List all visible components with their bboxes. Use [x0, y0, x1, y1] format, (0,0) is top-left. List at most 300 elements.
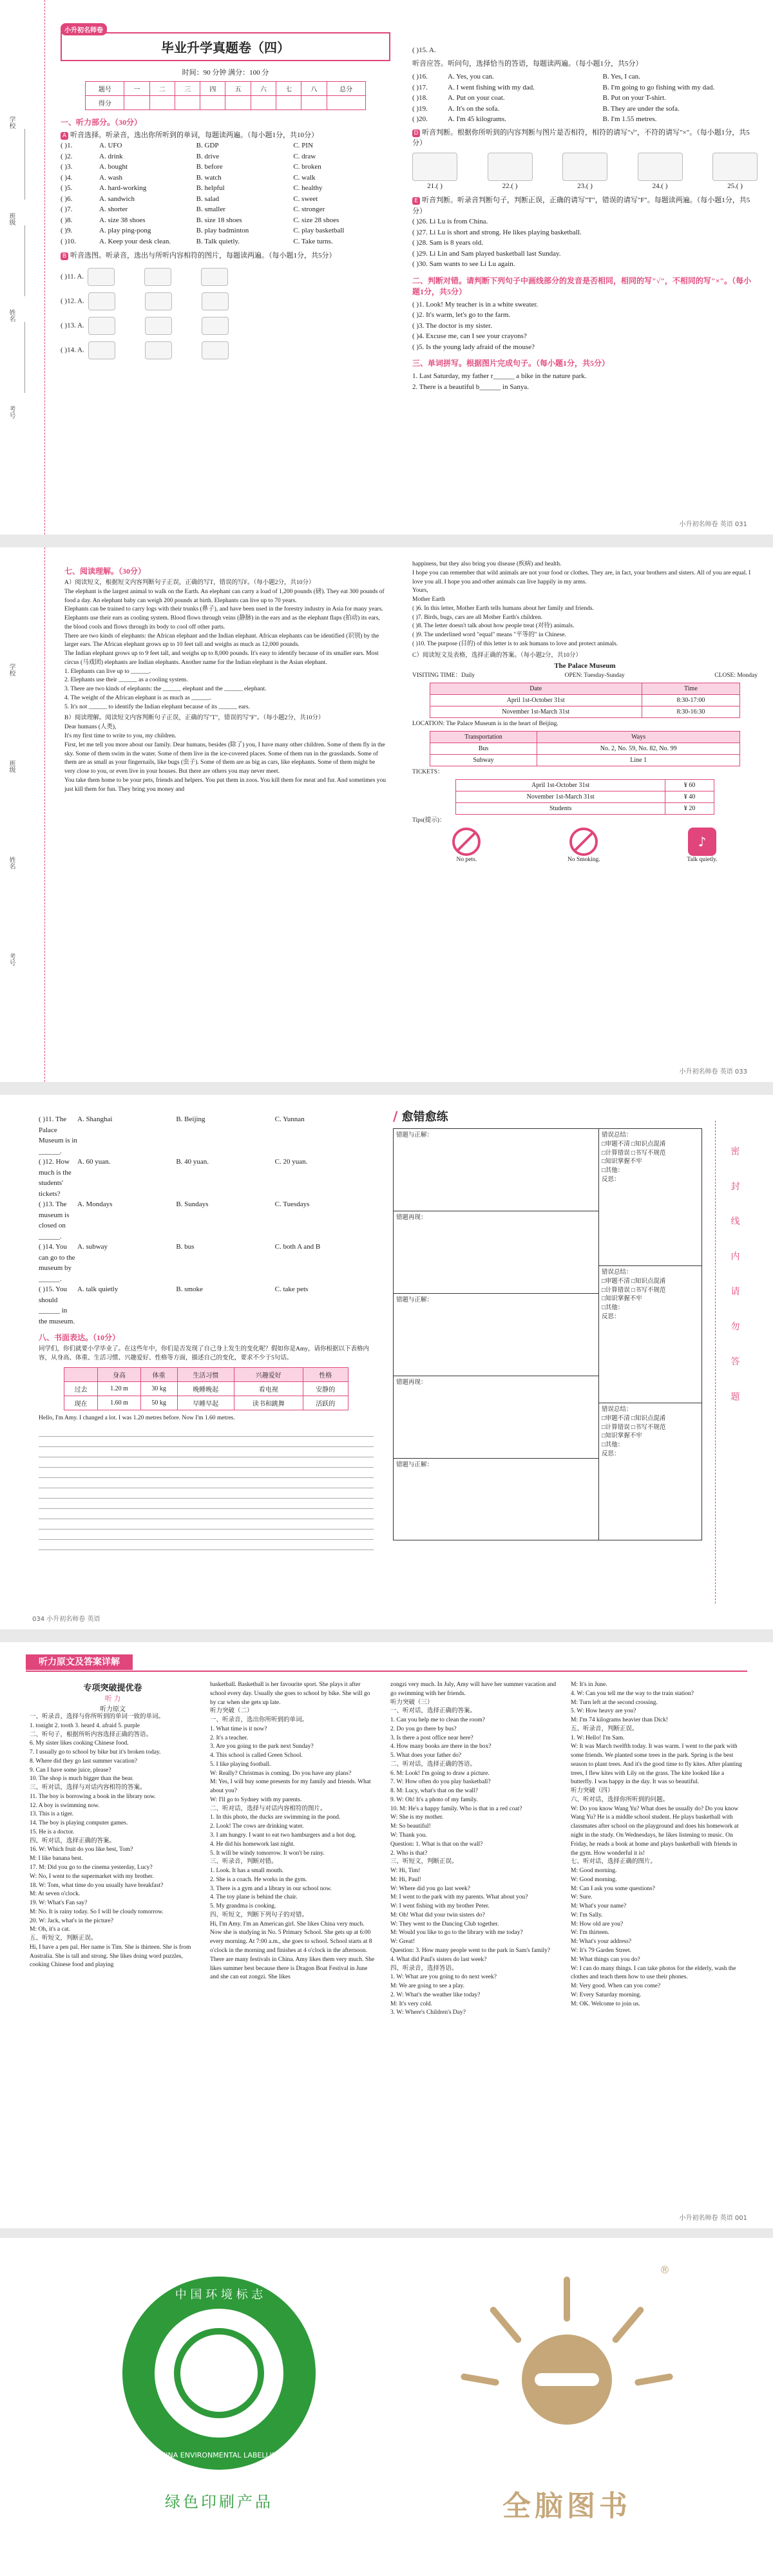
- answer-line: M: What things can you do?: [571, 1956, 640, 1963]
- passage-paragraph: You take them home to be your pets, friends and helpers. You put them in zoos. You kill them for meat and fur. And sometimes you just kill them for fun. They bring you money and: [64, 777, 386, 793]
- score-header-cell: 七: [276, 81, 301, 95]
- brand-caption: 全脑图书: [502, 2490, 631, 2523]
- eco-label-logo: [122, 2277, 316, 2470]
- judge-picture: [562, 153, 607, 192]
- mc-question-option-c: C. 20 yuan.: [274, 1158, 308, 1166]
- answer-line: W: Great!: [390, 1938, 415, 1946]
- listening-item-option-b: B. play badminton: [196, 227, 249, 234]
- score-header-cell: 四: [200, 81, 225, 95]
- tip-talk-quietly: ♪ Talk quietly.: [687, 828, 717, 865]
- answer-line: M: It's in June.: [571, 1681, 607, 1688]
- change-table-cell: 早睡早起: [177, 1396, 234, 1410]
- binder-label: 班级: [8, 213, 15, 225]
- answer-line: 三、听录音，判断对错。: [210, 1859, 278, 1866]
- transport-table-cell: Line 1: [537, 754, 740, 766]
- reply-item: [412, 71, 758, 82]
- picture-option-image: [88, 292, 115, 310]
- change-table-cell: 现在: [64, 1396, 98, 1410]
- listening-item-number: ( )3.: [61, 163, 73, 171]
- err-summary-line: □计算错误 □书写不规范: [602, 1287, 666, 1294]
- score-cell: [276, 95, 301, 109]
- picture-option-image: [202, 317, 229, 335]
- err-summary-line: □其他：: [602, 1168, 624, 1175]
- answer-line: W: Really? Christmas is coming. Do you have any plans?: [210, 1770, 352, 1777]
- error-practice-box: [393, 1128, 702, 1540]
- reading-question: 4. The weight of the African elephant is as much as ______.: [64, 694, 212, 701]
- answer-line: 2. Look! The cows are drinking water.: [210, 1823, 304, 1830]
- answer-line: 3. I am hungry. I want to eat two hamburgers and a hot dog.: [210, 1832, 357, 1839]
- answer-line: 1. W: Hello! I'm Sam.: [571, 1734, 625, 1741]
- section-1-part1: A 听音选择。听录音，选出你所听到的单词，每题读两遍。（每小题1分，共10分）: [61, 130, 390, 141]
- err-summary-line: 错误总结：: [602, 1132, 633, 1139]
- reading-a-passage: [64, 588, 386, 668]
- passage-paragraph: It's my first time to write to you, my children.: [64, 733, 177, 740]
- transport-table-header: Transportation: [430, 731, 537, 743]
- reply-item: [412, 114, 758, 125]
- answer-line: 5. W: How heavy are you?: [571, 1708, 636, 1715]
- judge-picture-image: [488, 153, 533, 181]
- pronunciation-item: ( )2. It's warm, let's go to the farm.: [412, 311, 511, 319]
- err-summary-line: □审题不清 □知识点混淆: [602, 1141, 666, 1148]
- err-summary-line: 反思：: [602, 1450, 620, 1457]
- writing-line: [39, 1499, 374, 1509]
- listening-item-number: ( )2.: [61, 152, 73, 160]
- answer-line: 四、听录音，选择答语。: [390, 1965, 458, 1972]
- change-table-cell: 过去: [64, 1381, 98, 1396]
- time-table-cell: 8:30-17:00: [642, 695, 740, 706]
- answer-line: 17. M: Did you go to the cinema yesterday, Lucy?: [30, 1864, 153, 1871]
- change-table: [64, 1367, 348, 1410]
- no-smoking-icon: [569, 828, 598, 856]
- listening-item-option-a: A. Keep your desk clean.: [99, 237, 171, 245]
- judge-picture-row: [412, 153, 758, 192]
- pronunciation-item: ( )5. Is the young lady afraid of the mouse?: [412, 343, 535, 351]
- score-cell: [327, 95, 365, 109]
- answer-line: 4. W: Can you tell me the way to the train station?: [571, 1690, 694, 1697]
- reply-number: ( )19.: [412, 104, 428, 113]
- listening-item: [61, 183, 390, 194]
- change-table-cell: 50 kg: [140, 1396, 177, 1410]
- answer-line: M: Good morning.: [571, 1868, 617, 1875]
- mc-question: [39, 1284, 374, 1327]
- pronunciation-item: ( )4. Excuse me, can I see your crayons?: [412, 332, 527, 340]
- answer-line: M: Oh! What did your twin sisters do?: [390, 1911, 485, 1918]
- registered-mark: ®: [660, 2264, 670, 2276]
- answer-line: Hi, I'm Amy. I'm an American girl. She likes China very much. Now she is studying in No. 5 Primary School. She gets up at 6:00 every morning. At 7:00 a.m., she goes to school. School starts at 8 o'clock in the morning and finishes at 4 o'clock in the afternoon. There are many festivals in China. Amy likes them very much. She likes summer best because there is Dragon Boat Festival in June and she can eat zongzi. She likes: [210, 1920, 375, 1981]
- err-summary-line: 反思：: [602, 1176, 620, 1183]
- listening-item-option-c: C. healthy: [293, 184, 323, 192]
- change-table-cell: 活跃的: [303, 1396, 348, 1410]
- listening-item-option-c: C. PIN: [293, 142, 313, 149]
- section-2-title: 二、判断对错。请判断下列句子中画线部分的发音是否相同，相同的写"√"，不相同的写"×"。（每小题1分，共5分）: [412, 276, 752, 296]
- writing-lines: [39, 1426, 374, 1550]
- reply-item: ( )15. A.: [412, 46, 436, 54]
- time-table-row: [430, 706, 740, 718]
- picture-option-image: [88, 317, 115, 335]
- answer-line: 1. Can you help me to clean the room?: [390, 1717, 485, 1724]
- exam-page-1: [0, 0, 773, 535]
- mc-question: [39, 1242, 374, 1284]
- reading-b-passage: [64, 723, 386, 794]
- time-table-header: Date: [430, 683, 642, 695]
- answer-line: 5. What does your father do?: [390, 1752, 462, 1759]
- reply-option-a: A. I went fishing with my dad.: [448, 83, 535, 91]
- judge-picture-image: [712, 153, 758, 181]
- answer-line: W: I'm Sally.: [571, 1911, 603, 1918]
- brand-logo: [464, 2264, 670, 2470]
- writing-start: Hello, I'm Amy. I changed a lot. I was 1.20 metres before. Now I'm 1.60 metres.: [39, 1414, 235, 1421]
- score-table: [85, 81, 365, 110]
- listening-item-number: ( )5.: [61, 184, 73, 192]
- answer-line: W: Where did you go last week?: [390, 1885, 470, 1892]
- mc-question-option-a: A. Mondays: [77, 1200, 113, 1208]
- answer-line: 9. W: Oh! It's a photo of my family.: [390, 1796, 478, 1803]
- answers-header: 听力原文及答案详解: [26, 1654, 133, 1670]
- listening-item-number: ( )4.: [61, 173, 73, 182]
- exam-title-box: [61, 27, 390, 61]
- picture-item-label: ( )13. A.: [61, 321, 84, 330]
- writing-line: [39, 1509, 374, 1519]
- reading-a-head: A）阅读短文，根据短文内容判断句子正误，正确的写T，错误的写F。（每小题2分，共10分）: [64, 580, 315, 586]
- listening-item-option-b: B. smaller: [196, 205, 225, 213]
- passage-paragraph: Elephants use their ears as cooling system. Blood flows through veins (静脉) in the ears and as the elephant flaps (拍动) its ears, the blood cools and flows through its body to cool off other parts.: [64, 615, 380, 630]
- transport-table-header: Ways: [537, 731, 740, 743]
- change-table-header: 身高: [98, 1367, 140, 1381]
- judge-picture-image: [412, 153, 457, 181]
- exam-page-3: [0, 1095, 773, 1629]
- mc-question: [39, 1157, 374, 1199]
- judge-picture-label: 23.( ): [577, 182, 593, 190]
- reading-b-head: B）阅读理解。阅读短文内容判断句子正误，正确的写"T"，错误的写"F"。（每小题2分，共10分）: [64, 715, 325, 722]
- passage-paragraph: Mother Earth: [412, 596, 445, 603]
- answers-sub-title-2: 听力原文: [100, 1706, 126, 1713]
- err-summary-line: □计算错误 □书写不规范: [602, 1150, 666, 1157]
- answer-line: 5. I like playing football.: [210, 1761, 271, 1768]
- binder-margin: [0, 0, 45, 535]
- answer-line: Question: 1. What is that on the wall?: [390, 1841, 483, 1848]
- err-summary-line: □知识掌握不牢: [602, 1433, 642, 1440]
- visiting-line: VISITING TIME：Daily OPEN: Tuesday-Sunday CLOSE: Monday: [412, 672, 758, 679]
- location-line: LOCATION: The Palace Museum is in the heart of Beijing.: [412, 721, 558, 728]
- ticket-table-row: [456, 779, 714, 791]
- answer-line: 4. How many books are there in the box?: [390, 1743, 491, 1750]
- picture-option-image: [145, 292, 172, 310]
- picture-item: [61, 317, 390, 335]
- change-table-header: 兴趣爱好: [234, 1367, 303, 1381]
- answer-line: 2. Do you go there by bus?: [390, 1725, 457, 1732]
- mc-question: [39, 1114, 374, 1157]
- picture-item: [61, 268, 390, 286]
- answer-line: W: Good morning.: [571, 1876, 617, 1883]
- answer-line: 1. In this photo, the ducks are swimming in the pond.: [210, 1814, 341, 1821]
- listening-item-number: ( )7.: [61, 205, 73, 213]
- listening-item: [61, 225, 390, 236]
- listening-choice-list: [61, 140, 390, 247]
- err-left-label: 错题与正解：: [394, 1294, 598, 1376]
- answer-line: 14. The boy is playing computer games.: [30, 1820, 128, 1827]
- listening-item: [61, 236, 390, 247]
- mc-question-number: ( )13. The museum is closed on ______.: [39, 1200, 70, 1240]
- picture-option-image: [88, 341, 115, 359]
- answers-column-4: [571, 1681, 743, 2009]
- ticket-table-cell: ¥ 60: [665, 779, 714, 791]
- listening-item-option-a: A. shorter: [99, 205, 128, 213]
- pronunciation-item: ( )1. Look! My teacher is in a white sweater.: [412, 300, 539, 308]
- answer-line: 7. W: How often do you play basketball?: [390, 1779, 491, 1786]
- reading-question: 1. Elephants can live up to ______.: [64, 668, 151, 675]
- pronunciation-item: ( )3. The doctor is my sister.: [412, 321, 492, 330]
- listening-item: [61, 140, 390, 151]
- reply-option-b: B. I'm 1.55 metres.: [602, 115, 657, 123]
- listening-item-option-c: C. walk: [293, 173, 316, 182]
- answer-line: 8. Where did they go last summer vacation?: [30, 1757, 138, 1765]
- picture-option-image: [201, 268, 228, 286]
- reply-option-a: A. It's on the sofa.: [448, 104, 500, 113]
- change-table-header: 性格: [303, 1367, 348, 1381]
- answer-line: 2. It's a teacher.: [210, 1734, 248, 1741]
- answer-page: [0, 1642, 773, 2228]
- answer-line: 2. W: What's the weather like today?: [390, 1991, 481, 1998]
- answer-line: 一、听对话，选择正确的答案。: [390, 1708, 477, 1715]
- reading-c-head: C）阅读短文及表格，选择正确的答案。（每小题2分，共10分）: [412, 652, 582, 659]
- reading-a-questions: [64, 668, 386, 712]
- spelling-list: [412, 371, 758, 392]
- binder-label: 考号: [8, 953, 15, 966]
- answer-line: 3. Are you going to the park next Sunday?: [210, 1743, 314, 1750]
- section-7-title: 七、阅读理解。（30分）: [64, 567, 146, 576]
- transport-table-row: [430, 743, 740, 754]
- ticket-table-cell: ¥ 40: [665, 791, 714, 802]
- listening-item-option-c: C. broken: [293, 163, 321, 171]
- listening-item-option-a: A. drink: [99, 152, 123, 160]
- spelling-item: 2. There is a beautiful b______ in Sanya.: [412, 383, 529, 391]
- binder-label: 学校: [8, 663, 15, 676]
- mc-question-number: ( )12. How much is the students' tickets?: [39, 1158, 72, 1198]
- listening-item-option-c: C. draw: [293, 152, 316, 160]
- passage-paragraph: There are two kinds of elephants: the African elephant and the Indian elephant. African elephants can be identified (识别) by the larger ears. The African elephant grows up to 10 feet tall and weighs as much as 12,000 pounds.: [64, 632, 379, 649]
- museum-title: The Palace Museum: [554, 662, 616, 670]
- tf-item: ( )28. Sam is 8 years old.: [412, 239, 483, 247]
- reading-question: ( )6. In this letter, Mother Earth tells humans about her family and friends.: [412, 605, 594, 612]
- mc-question-option-c: C. Yunnan: [274, 1115, 305, 1123]
- tips-label: Tips(提示)：: [412, 817, 446, 824]
- mc-question-number: ( )14. You can go to the museum by ______.: [39, 1243, 75, 1283]
- reading-question: ( )9. The underlined word "equal" means "平等的" in Chinese.: [412, 632, 566, 639]
- judge-picture-image: [638, 153, 683, 181]
- tips-row: [412, 828, 758, 865]
- answer-line: W: No, I went to the supermarket with my brother.: [30, 1873, 154, 1880]
- mc-question-option-b: B. 40 yuan.: [176, 1158, 209, 1166]
- answer-line: 12. A boy is swimming now.: [30, 1802, 100, 1809]
- answer-line: W: Thank you.: [390, 1832, 427, 1839]
- judge-picture-image: [562, 153, 607, 181]
- mc-question-option-a: A. Shanghai: [77, 1115, 113, 1123]
- binder-label: 姓名: [8, 857, 15, 869]
- back-cover: [0, 2238, 773, 2576]
- listening-item-number: ( )6.: [61, 194, 73, 203]
- binder-label: 学校: [8, 116, 15, 129]
- answer-line: 3. There is a gym and a library in our school now.: [210, 1885, 332, 1892]
- writing-line: [39, 1519, 374, 1530]
- listening-item-number: ( )10.: [61, 237, 76, 245]
- answer-line: 听力突破（二）: [210, 1708, 253, 1715]
- tf-item: ( )27. Li Lu is short and strong. He likes playing basketball.: [412, 228, 582, 236]
- transport-table-row: [430, 754, 740, 766]
- answer-line: 15. He is a doctor.: [30, 1828, 75, 1835]
- eco-label-top-text: 中 国 环 境 标 志: [175, 2288, 263, 2302]
- answer-line: 9. Can I have some juice, please?: [30, 1766, 111, 1774]
- quiet-icon: ♪: [688, 828, 716, 856]
- passage-paragraph: First, let me tell you more about our family. Dear humans, besides (除了) you, I have many other children. Some of them fly in the sky. Some of them swim in the water. Some of them live in the ice-covered places. Some of them run in the grasslands. Some of them are as small as your fingernails, like bugs (虫子). Some of them are as big as cars, like elephants. Some of them might be very close to you, or even live in your houses. But there are others you may never meet.: [64, 741, 385, 775]
- answer-line: 三、听短文，判断正误。: [390, 1859, 458, 1866]
- err-summary-line: 错误总结：: [602, 1406, 633, 1413]
- page-footer: 小升初名师卷 英语 001: [679, 2215, 747, 2222]
- ticket-table-cell: Students: [456, 802, 665, 814]
- listening-item-option-b: B. GDP: [196, 142, 219, 149]
- score-cell: [301, 95, 327, 109]
- passage-paragraph: happiness, but they also bring you disease (疾病) and health.: [412, 561, 562, 567]
- picture-item: [61, 341, 390, 359]
- tickets-label: TICKETS：: [412, 768, 444, 775]
- answer-line: 听力突破（四）: [571, 1788, 614, 1795]
- answer-line: 4. This school is called Green School.: [210, 1752, 303, 1759]
- reading-question: 2. Elephants use their ______ as a cooling system.: [64, 677, 188, 684]
- mc-question-option-b: B. Sundays: [176, 1200, 209, 1208]
- binder-label: 考号: [8, 406, 15, 419]
- reply-choice-list: [412, 45, 758, 125]
- err-left-label: 错题与正解：: [396, 1462, 434, 1468]
- reply-instructions: 听音应答。听问句，选择恰当的答语，每题读两遍。（每小题1分，共5分）: [412, 59, 643, 68]
- answer-line: 5. It will be windy tomorrow. It won't be rainy.: [210, 1850, 325, 1857]
- answer-line: 五、听短文，判断正误。: [30, 1935, 97, 1942]
- answer-line: W: Sure.: [571, 1894, 593, 1901]
- answer-line: 10. The shop is much bigger than the bear.: [30, 1776, 134, 1783]
- change-table-row: [64, 1381, 348, 1396]
- reading-question: 5. It's not ______ to identify the Indian elephant because of its ______ ears.: [64, 703, 250, 710]
- score-header-cell: 五: [225, 81, 251, 95]
- listening-item-option-c: C. sweet: [293, 194, 318, 203]
- answers-column-2: [210, 1681, 376, 1982]
- answer-line: M: It's very cold.: [390, 2000, 433, 2007]
- passage-paragraph: Elephants can be trained to carry logs with their trunks (鼻子), and have been used in the forestry industry in Asia for many years.: [64, 606, 383, 613]
- binder-margin: [0, 547, 45, 1082]
- answer-line: W: They went to the Dancing Club together.: [390, 1920, 499, 1927]
- judge-picture: [488, 153, 533, 192]
- change-table-header: [64, 1367, 98, 1381]
- listening-item-option-a: A. UFO: [99, 142, 122, 149]
- answer-line: M: Very good. When can you come?: [571, 1983, 661, 1990]
- mc-question-option-a: A. subway: [77, 1243, 108, 1251]
- page-footer: 小升初名师卷 英语 031: [679, 521, 747, 528]
- page-footer: 小升初名师卷 英语 033: [679, 1068, 747, 1075]
- writing-prompt: 同学们，你们就要小学毕业了。在这些年中，你们是否发现了自己身上发生的变化呢？假如你是Amy，请你根据以下表格内容，从身高、体重、生活习惯、兴趣爱好、性格等方面，描述自己的变化，要求不少于5句话。: [39, 1346, 370, 1361]
- mc-question-option-a: A. 60 yuan.: [77, 1158, 111, 1166]
- answer-line: 6. M: Look! I'm going to draw a picture.: [390, 1770, 490, 1777]
- transport-table-cell: Bus: [430, 743, 537, 754]
- change-table-cell: 安静的: [303, 1381, 348, 1396]
- err-left-label: 错题与正解：: [394, 1129, 598, 1211]
- tf-item: ( )29. Li Lin and Sam played basketball last Sunday.: [412, 249, 561, 258]
- listening-item: [61, 151, 390, 162]
- change-table-cell: 读书和跳舞: [234, 1396, 303, 1410]
- section-1-part2: B 听音选图。听录音，选出与所听内容相符的图片，每题读两遍。（每小题1分，共5分）: [61, 251, 390, 261]
- reply-option-b: B. Put on your T-shirt.: [602, 94, 666, 102]
- err-summary-line: □其他：: [602, 1442, 624, 1449]
- answer-line: W: She is my mother.: [390, 1814, 444, 1821]
- passage-paragraph: Yours,: [412, 587, 428, 594]
- listening-item-option-a: A. sandwich: [99, 194, 135, 203]
- reply-number: ( )16.: [412, 73, 428, 80]
- time-table-row: [430, 695, 740, 706]
- answer-line: 6. My sister likes cooking Chinese food.: [30, 1740, 129, 1747]
- err-summary-line: 反思：: [602, 1313, 620, 1320]
- answer-line: 七、听对话，选择正确的图片。: [571, 1859, 657, 1866]
- answer-line: 六、听对话，选择你所听到的问题。: [571, 1796, 669, 1803]
- time-table-cell: November 1st-March 31st: [430, 706, 642, 718]
- answer-line: W: Every Saturday morning.: [571, 1991, 642, 1998]
- mc-question-option-c: C. Tuesdays: [274, 1200, 310, 1208]
- tip-no-smoking: No Smoking.: [568, 828, 600, 865]
- answer-line: 2. She is a coach. He works in the gym.: [210, 1876, 307, 1883]
- answer-line: zongzi very much. In July, Amy will have her summer vacation and go swimming with her friends.: [390, 1681, 557, 1697]
- error-practice-title: ∕ 愈错愈练: [393, 1108, 448, 1124]
- err-left-label: 错题再现：: [394, 1211, 598, 1294]
- reading-question: 3. There are two kinds of elephants: the ______ elephant and the ______ elephant.: [64, 686, 267, 693]
- judge-pic-instructions: D 听音判断。根据你所听到的内容判断与图片是否相符，相符的请写"√"，不符的请写"×"。（每小题1分，共5分）: [412, 128, 750, 147]
- answer-line: W: I went fishing with my brother Peter.: [390, 1903, 490, 1910]
- answer-line: M: Can I ask you some questions?: [571, 1885, 655, 1892]
- score-header-cell: 八: [301, 81, 327, 95]
- answer-line: 16. W: Which fruit do you like best, Tom?: [30, 1846, 133, 1853]
- answer-line: W: It was March twelfth today. It was warm. I went to the park with some friends. We planted some trees in the park. Spring is the best season to plant trees. And it's the good time to fly kites. After planting trees, I flew kites with Lily on the grass. The kite looked like a butterfly. I was happy in the day. It was so beautiful.: [571, 1743, 742, 1786]
- spelling-item: 1. Last Saturday, my father r______ a bike in the nature park.: [412, 372, 587, 380]
- answer-line: W: I'll go to Sydney with my parents.: [210, 1796, 302, 1803]
- answer-line: 7. I usually go to school by bike but it's broken today.: [30, 1749, 161, 1756]
- ticket-table-row: [456, 802, 714, 814]
- err-summary: [599, 1403, 701, 1540]
- tf-list: [412, 216, 758, 270]
- listening-item-option-b: B. size 18 shoes: [196, 216, 242, 224]
- listening-item-option-b: B. drive: [196, 152, 220, 160]
- answer-line: 4. He did his homework last night.: [210, 1841, 295, 1848]
- listening-item-option-a: A. size 38 shoes: [99, 216, 146, 224]
- writing-line: [39, 1437, 374, 1447]
- answer-line: W: Hi, Tim!: [390, 1868, 421, 1875]
- change-table-cell: 1.20 m: [98, 1381, 140, 1396]
- answer-line: 1. W: What are you going to do next week?: [390, 1974, 497, 1981]
- answer-line: 4. What did Paul's sisters do last week?: [390, 1956, 487, 1963]
- answer-line: M: I like banana best.: [30, 1855, 83, 1862]
- listening-item: [61, 194, 390, 205]
- time-table-header: Time: [642, 683, 740, 695]
- answer-line: 四、听对话，选择正确的答案。: [30, 1837, 116, 1844]
- answer-line: M: I went to the park with my parents. What about you?: [390, 1894, 528, 1901]
- answer-line: 20. W: Jack, what's in the picture?: [30, 1917, 113, 1924]
- judge-picture-label: 25.( ): [727, 182, 743, 190]
- writing-line: [39, 1426, 374, 1437]
- exam-page-2: [0, 547, 773, 1082]
- answer-line: 13. This is a tiger.: [30, 1811, 73, 1818]
- ticket-table-cell: November 1st-March 31st: [456, 791, 665, 802]
- listening-item: [61, 215, 390, 226]
- listening-item-option-b: B. Talk quietly.: [196, 237, 240, 245]
- writing-line: [39, 1478, 374, 1488]
- passage-paragraph: The elephant is the largest animal to walk on the Earth. An elephant can carry a load of 1,200 pounds (磅). They eat 300 pounds of food a day. An elephant baby can weigh 200 pounds at birth. Elephants can live up to 70 years.: [64, 588, 385, 604]
- change-table-cell: 晚睡晚起: [177, 1381, 234, 1396]
- time-table-cell: April 1st-October 31st: [430, 695, 642, 706]
- change-table-row: [64, 1396, 348, 1410]
- mc-question-option-a: A. talk quietly: [77, 1285, 119, 1293]
